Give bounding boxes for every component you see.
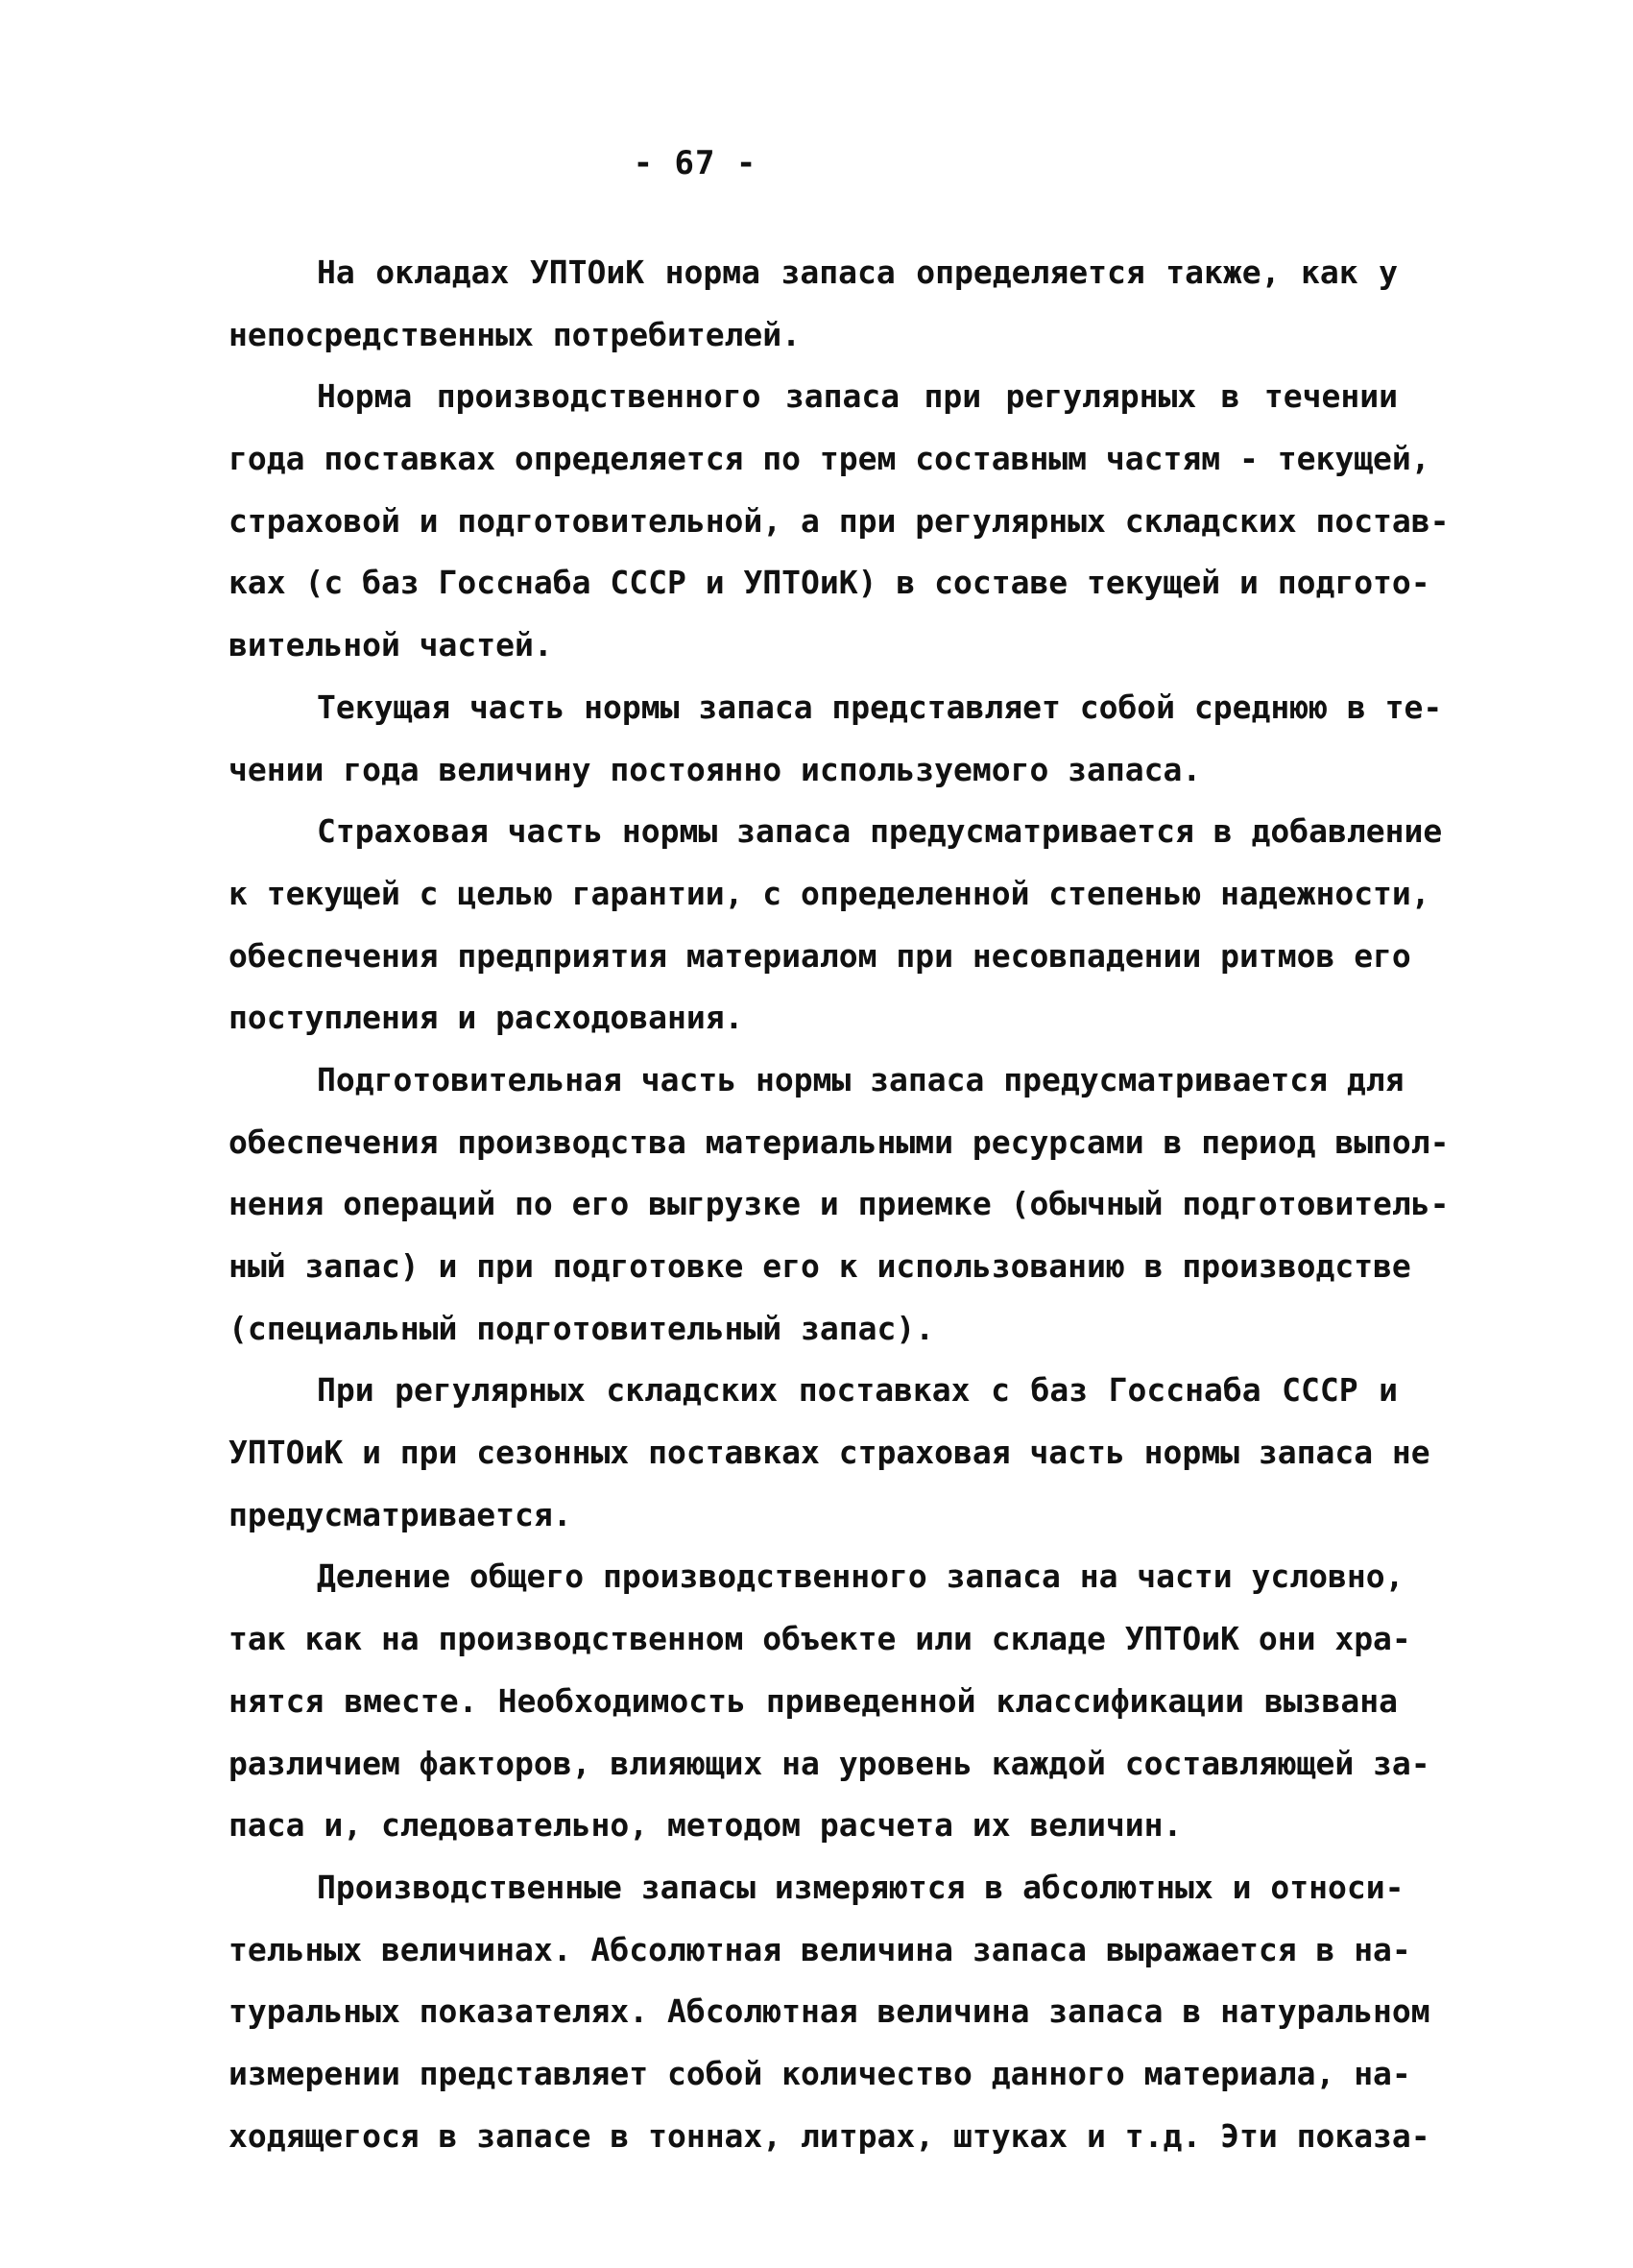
text-line: Производственные запасы измеряются в абсолютных и относи- bbox=[317, 1868, 1405, 1906]
text-line: обеспечения производства материальными ресурсами в период выпол- bbox=[228, 1122, 1450, 1161]
text-line: различием факторов, влияющих на уровень каждой составляющей за- bbox=[228, 1744, 1430, 1782]
text-line: тельных величинах. Абсолютная величина запаса выражается в на- bbox=[228, 1930, 1411, 1968]
body-text bbox=[228, 242, 1450, 2167]
text-line: Деление общего производственного запаса на части условно, bbox=[317, 1557, 1405, 1596]
text-line: УПТОиК и при сезонных поставках страховая часть нормы запаса не bbox=[228, 1434, 1430, 1472]
text-line: непосредственных потребителей. bbox=[228, 315, 802, 353]
text-line: вительной частей. bbox=[228, 626, 553, 664]
text-line: Текущая часть нормы запаса представляет собой среднюю в те- bbox=[317, 688, 1443, 726]
text-line: к текущей с целью гарантии, с определенной степенью надежности, bbox=[228, 874, 1430, 912]
text-line: ный запас) и при подготовке его к использованию в производстве bbox=[228, 1247, 1411, 1285]
page-number: - 67 - bbox=[633, 144, 757, 182]
text-line: При регулярных складских поставках с баз Госснаба СССР и bbox=[317, 1371, 1398, 1410]
text-line: года поставках определяется по трем составным частям - текущей, bbox=[228, 440, 1430, 478]
text-line: Страховая часть нормы запаса предусматривается в добавление bbox=[317, 812, 1443, 851]
text-line: чении года величину постоянно используемого запаса. bbox=[228, 750, 1202, 788]
text-line: измерении представляет собой количество данного материала, на- bbox=[228, 2054, 1411, 2092]
text-line: паса и, следовательно, методом расчета их величин. bbox=[228, 1806, 1183, 1845]
text-line: Норма производственного запаса при регулярных в течении bbox=[317, 377, 1398, 416]
text-line: ходящегося в запасе в тоннах, литрах, штуках и т.д. Эти показа- bbox=[228, 2116, 1430, 2155]
text-line: На окладах УПТОиК норма запаса определяется также, как у bbox=[317, 253, 1398, 291]
text-line: туральных показателях. Абсолютная величина запаса в натуральном bbox=[228, 1992, 1430, 2031]
text-line: ках (с баз Госснаба СССР и УПТОиК) в составе текущей и подгото- bbox=[228, 564, 1430, 602]
text-line: (специальный подготовительный запас). bbox=[228, 1309, 935, 1347]
text-line: страховой и подготовительной, а при регулярных складских постав- bbox=[228, 501, 1450, 540]
text-line: обеспечения предприятия материалом при несовпадении ритмов его bbox=[228, 936, 1411, 975]
text-line: так как на производственном объекте или складе УПТОиК они хра- bbox=[228, 1620, 1411, 1658]
text-line: нения операций по его выгрузке и приемке (обычный подготовитель- bbox=[228, 1185, 1450, 1223]
text-line: поступления и расходования. bbox=[228, 999, 744, 1037]
text-line: Подготовительная часть нормы запаса предусматривается для bbox=[317, 1060, 1405, 1098]
text-line: предусматривается. bbox=[228, 1495, 572, 1533]
text-line: нятся вместе. Необходимость приведенной классификации вызвана bbox=[228, 1681, 1398, 1720]
